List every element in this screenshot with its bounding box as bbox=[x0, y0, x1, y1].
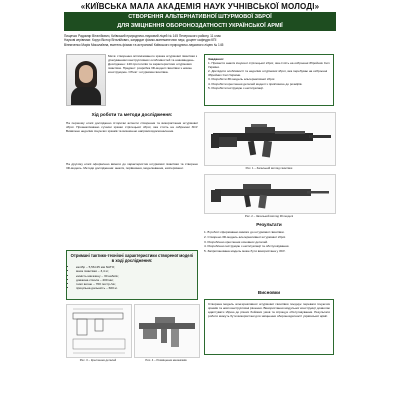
results-block bbox=[204, 230, 334, 254]
methods-paragraph-2: На другому етапі оформлено вимоги до характеристик штурмової гвинтівки та створено 3D-модель. Методи дослідження: аналіз, порівняння, моделювання, експеримент. bbox=[66, 162, 198, 171]
specs-list bbox=[70, 265, 194, 291]
methods-paragraph-1: На першому етапі досліджено історичні аспекти створення та використання штурмової зброї. Проаналізовано сучасні зразки стрілецької зброї, яка стоїть на озброєнні ЗСУ. Виявлено недоліки існуючих зразків та визначено напрями вдосконалення. bbox=[66, 121, 198, 134]
short-abstract: Мета: створення оптимізованого зразка штурмової гвинтівки з урахуванням конструктивних особливостей та нововведень. Досліджено: 140 прототипів та характеристики штурмових гвинтівок. Предмет: розробка 3D-моделі гвинтівки з новою конструкцією. Об'єкт: штурмова гвинтівка. bbox=[108, 54, 198, 75]
figure-2-caption: Рис. 2 – Загальний вигляд 3D-моделі bbox=[244, 214, 294, 218]
results-list bbox=[204, 230, 334, 253]
figure-4 bbox=[134, 304, 200, 358]
poster-top-title: «КИЇВСЬКА МАЛА АКАДЕМІЯ НАУК УЧНІВСЬКОЇ МОЛОДІ» bbox=[80, 2, 320, 11]
title-banner bbox=[64, 12, 336, 31]
specs-box bbox=[66, 250, 198, 300]
banner-title-line-1: СТВОРЕННЯ АЛЬТЕРНАТИВНОЇ ШТУРМОВОЇ ЗБРОЇ bbox=[128, 14, 272, 20]
task-item: 4. Розробити креслення деталей моделі з прив'язкою до розмірів. bbox=[208, 81, 303, 86]
spec-item: • темп вогню – 700 постр./хв; bbox=[76, 282, 194, 286]
mechanism-layout-illustration bbox=[135, 305, 199, 357]
author-line-3: Вінниченко Марія Миколаївна, вчитель фізики та астрономії Київського природничо-наукового ліцею № 145 bbox=[64, 42, 224, 47]
spec-item: • маса гвинтівки – 3,4 кг; bbox=[76, 269, 194, 273]
figure-3 bbox=[66, 304, 132, 358]
task-item: 3. Розробити 3D-модель альтернативної зброї. bbox=[208, 77, 276, 82]
result-item: 4. Розроблено інструкцію з експлуатації та обслуговування. bbox=[204, 244, 290, 249]
result-item: 5. Запропонована модель може бути використана у ЗСУ. bbox=[204, 249, 286, 254]
result-item: 1. В роботі сформовано вимоги до штурмової гвинтівки. bbox=[204, 230, 285, 234]
results-heading: Результати bbox=[256, 222, 282, 227]
author-photo bbox=[66, 54, 106, 106]
rifle-side-view-illustration bbox=[205, 113, 335, 165]
task-item: 2. Дослідити особливості та недоліки штурмової зброї, яка перебуває на озброєнні Збройних Сил України. bbox=[208, 69, 328, 78]
author-line-2: Наукові керівники: Корух Віктор Віталійович, кандидат фізико-математичних наук, доцент кафедри КПІ bbox=[64, 38, 217, 43]
author-line-1: Пищечко Радомир Віталійович, Київський природничо-науковий ліцей № 145 Печерського району, 11 клас bbox=[64, 34, 221, 38]
figure-4-caption: Рис. 4 – Розміщення механізмів bbox=[145, 358, 187, 362]
task-item: 5. Розробити інструкцію з експлуатації. bbox=[208, 85, 264, 90]
author-info bbox=[64, 34, 336, 47]
methods-heading: Хід роботи та методи дослідження: bbox=[91, 112, 173, 117]
task-item: 1. Провести аналіз існуючої стрілецької зброї, яка стоїть на озброєнні Збройних Сил України. bbox=[208, 61, 330, 70]
figure-1 bbox=[204, 112, 336, 166]
result-item: 2. Створено 3D-модель альтернативної штурмової зброї. bbox=[204, 234, 287, 239]
figure-2 bbox=[204, 174, 336, 214]
result-item: 3. Розроблено креслення основних деталей. bbox=[204, 239, 269, 244]
tasks-heading: Завдання: bbox=[208, 57, 224, 61]
technical-drawing-illustration bbox=[67, 305, 131, 357]
tasks-box bbox=[204, 54, 334, 106]
banner-title-line-2: ДЛЯ ЗМІЦНЕННЯ ОБОРОНОЗДАТНОСТІ УКРАЇНСЬКОЇ АРМІЇ bbox=[117, 22, 283, 29]
conclusion-text: Створена модель альтернативної штурмової гвинтівки поєднує переваги існуючих зразків та нові конструктивні рішення. Використання модульної конструкції дозволяє адаптувати зброю до різних бойових умов та спрощує обслуговування. Результати роботи можуть бути використані для зміцнення обороноздатності української армії. bbox=[208, 302, 330, 319]
spec-item: • прицільна дальність – 600 м. bbox=[76, 286, 194, 290]
specs-heading: Отримані тактико-технічні характеристики створеної моделі в ході дослідження: bbox=[70, 253, 194, 263]
spec-item: • довжина ствола – 400 мм; bbox=[76, 278, 194, 282]
spec-item: • ємність магазину – 30 набоїв; bbox=[76, 274, 194, 278]
spec-item: • калібр – 5,56×45 мм NATO; bbox=[76, 265, 194, 269]
rifle-3d-model-illustration bbox=[205, 175, 335, 213]
figure-1-caption: Рис. 1 – Загальний вигляд гвинтівки bbox=[245, 166, 293, 170]
figure-3-caption: Рис. 3 – Креслення деталей bbox=[79, 358, 117, 362]
conclusion-heading: Висновки bbox=[257, 290, 281, 295]
conclusion-box bbox=[204, 299, 334, 355]
